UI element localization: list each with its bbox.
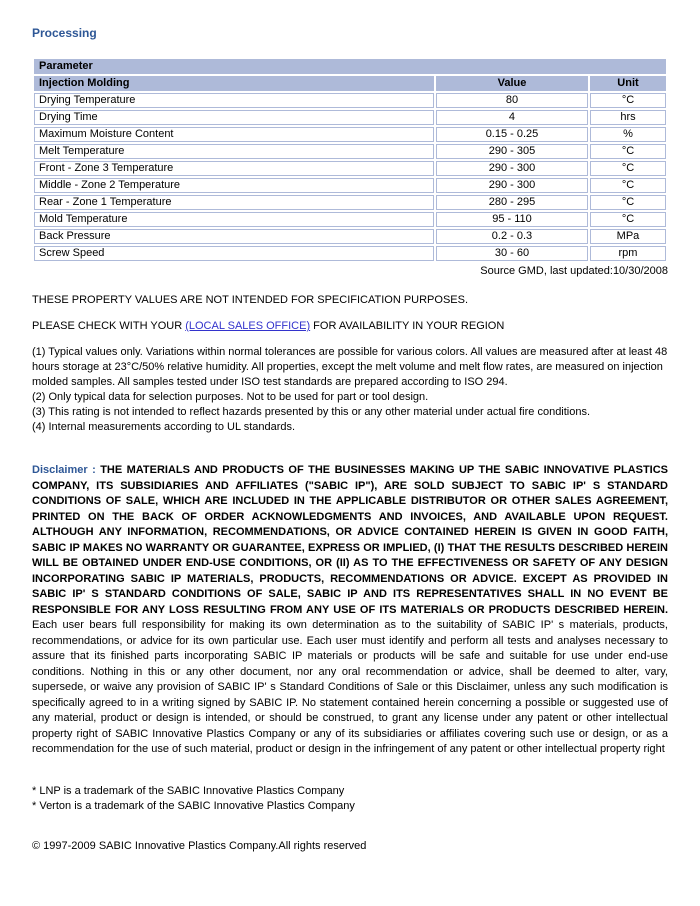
cell-value: 95 - 110 (436, 212, 588, 227)
disclaimer-regular-text: Each user bears full responsibility for making its own determination as to the suitability of SABIC IP' s materials, products, recommendations, or advice for its own particular use. Each user must identify and perform all tests and analyses necessary to assure that its finished parts incorporating SABIC IP materials or products will be safe and suitable for use under end-use conditions. Nothing in this or any other document, nor any oral recommendation or advice, shall be deemed to alter, vary, supersede, or waive any provision of SABIC IP' s Standard Conditions of Sale or this Disclaimer, unless any such modification is specifically agreed to in a writing signed by SABIC IP. No statement contained herein concerning a possible or suggested use of any material, product or design is intended, or should be construed, to grant any license under any patent or other intellectual property right of SABIC Innovative Plastics Company or any of its subsidiaries or affiliates covering such use or design, or as a recommendation for the use of such material, product or design in the infringement of any patent or other intellectual property right (32, 619, 668, 755)
table-row (34, 127, 666, 142)
cell-parameter: Drying Temperature (34, 93, 434, 108)
trademark-line: * Verton is a trademark of the SABIC Innovative Plastics Company (32, 799, 355, 812)
cell-value: 290 - 305 (436, 144, 588, 159)
cell-parameter: Back Pressure (34, 229, 434, 244)
cell-parameter: Melt Temperature (34, 144, 434, 159)
table-row (34, 212, 666, 227)
disclaimer-label: Disclaimer : (32, 464, 101, 476)
footnote-line: (4) Internal measurements according to UL standards. (32, 421, 296, 433)
cell-unit: °C (590, 144, 666, 159)
cell-value: 290 - 300 (436, 178, 588, 193)
cell-value: 0.2 - 0.3 (436, 229, 588, 244)
table-header-group-row (34, 59, 666, 74)
copyright-line: © 1997-2009 SABIC Innovative Plastics Company.All rights reserved (32, 839, 367, 852)
trademark-notes (32, 784, 668, 814)
header-value: Value (436, 76, 588, 91)
cell-unit: °C (590, 93, 666, 108)
disclaimer-paragraph (32, 463, 668, 758)
availability-prefix: PLEASE CHECK WITH YOUR (32, 320, 186, 332)
availability-suffix: FOR AVAILABILITY IN YOUR REGION (310, 320, 505, 332)
specification-note: THESE PROPERTY VALUES ARE NOT INTENDED FOR SPECIFICATION PURPOSES. (32, 294, 469, 306)
cell-value: 80 (436, 93, 588, 108)
availability-note (32, 320, 668, 332)
footnote-line: (2) Only typical data for selection purposes. Not to be used for part or tool design. (32, 391, 429, 403)
cell-unit: MPa (590, 229, 666, 244)
cell-unit: rpm (590, 246, 666, 261)
cell-value: 0.15 - 0.25 (436, 127, 588, 142)
table-row (34, 246, 666, 261)
table-row (34, 195, 666, 210)
cell-parameter: Maximum Moisture Content (34, 127, 434, 142)
footnotes-block (32, 345, 668, 435)
header-injection-molding: Injection Molding (34, 76, 434, 91)
header-unit: Unit (590, 76, 666, 91)
table-row (34, 161, 666, 176)
cell-parameter: Middle - Zone 2 Temperature (34, 178, 434, 193)
table-row (34, 110, 666, 125)
cell-value: 290 - 300 (436, 161, 588, 176)
cell-parameter: Screw Speed (34, 246, 434, 261)
section-title-processing: Processing (32, 26, 97, 40)
cell-unit: °C (590, 212, 666, 227)
footnote-line: (1) Typical values only. Variations within normal tolerances are possible for various colors. All values are measured after at least 48 hours storage at 23°C/50% relative humidity. All properties, except the melt volume and melt flow rates, are measured on injection molded samples. All samples tested under ISO test standards are prepared according to ISO 294. (32, 346, 668, 388)
disclaimer-bold-text: THE MATERIALS AND PRODUCTS OF THE BUSINESSES MAKING UP THE SABIC INNOVATIVE PLASTICS COMPANY, ITS SUBSIDIARIES AND AFFILIATES ("SABIC IP"), ARE SOLD SUBJECT TO SABIC IP' S STANDARD CONDITIONS OF SALE, WHICH ARE INCLUDED IN THE APPLICABLE DISTRIBUTOR OR OTHER SALES AGREEMENT, PRINTED ON THE BACK OF ORDER ACKNOWLEDGMENTS AND INVOICES, AND AVAILABLE UPON REQUEST. ALTHOUGH ANY INFORMATION, RECOMMENDATIONS, OR ADVICE CONTAINED HEREIN IS GIVEN IN GOOD FAITH, SABIC IP MAKES NO WARRANTY OR GUARANTEE, EXPRESS OR IMPLIED, (I) THAT THE RESULTS DESCRIBED HEREIN WILL BE OBTAINED UNDER END-USE CONDITIONS, OR (II) AS TO THE EFFECTIVENESS OR SAFETY OF ANY DESIGN INCORPORATING SABIC IP MATERIALS, PRODUCTS, RECOMMENDATIONS OR ADVICE. EXCEPT AS PROVIDED IN SABIC IP' S STANDARD CONDITIONS OF SALE, SABIC IP AND ITS REPRESENTATIVES SHALL IN NO EVENT BE RESPONSIBLE FOR ANY LOSS RESULTING FROM ANY USE OF ITS MATERIALS OR PRODUCTS DESCRIBED HEREIN. (32, 464, 668, 616)
table-header-columns-row (34, 76, 666, 91)
cell-unit: °C (590, 178, 666, 193)
table-row (34, 93, 666, 108)
cell-value: 4 (436, 110, 588, 125)
cell-parameter: Front - Zone 3 Temperature (34, 161, 434, 176)
cell-value: 30 - 60 (436, 246, 588, 261)
cell-parameter: Rear - Zone 1 Temperature (34, 195, 434, 210)
table-row (34, 144, 666, 159)
cell-unit: °C (590, 161, 666, 176)
footnote-line: (3) This rating is not intended to reflect hazards presented by this or any other material under actual fire conditions. (32, 406, 591, 418)
cell-parameter: Mold Temperature (34, 212, 434, 227)
table-row (34, 178, 666, 193)
cell-parameter: Drying Time (34, 110, 434, 125)
source-note: Source GMD, last updated:10/30/2008 (480, 265, 668, 277)
cell-value: 280 - 295 (436, 195, 588, 210)
cell-unit: hrs (590, 110, 666, 125)
processing-table (32, 57, 668, 263)
table-body (34, 93, 666, 261)
local-sales-office-link[interactable]: (LOCAL SALES OFFICE) (185, 320, 311, 332)
cell-unit: % (590, 127, 666, 142)
trademark-line: * LNP is a trademark of the SABIC Innovative Plastics Company (32, 784, 345, 797)
header-parameter: Parameter (34, 59, 666, 74)
table-row (34, 229, 666, 244)
cell-unit: °C (590, 195, 666, 210)
